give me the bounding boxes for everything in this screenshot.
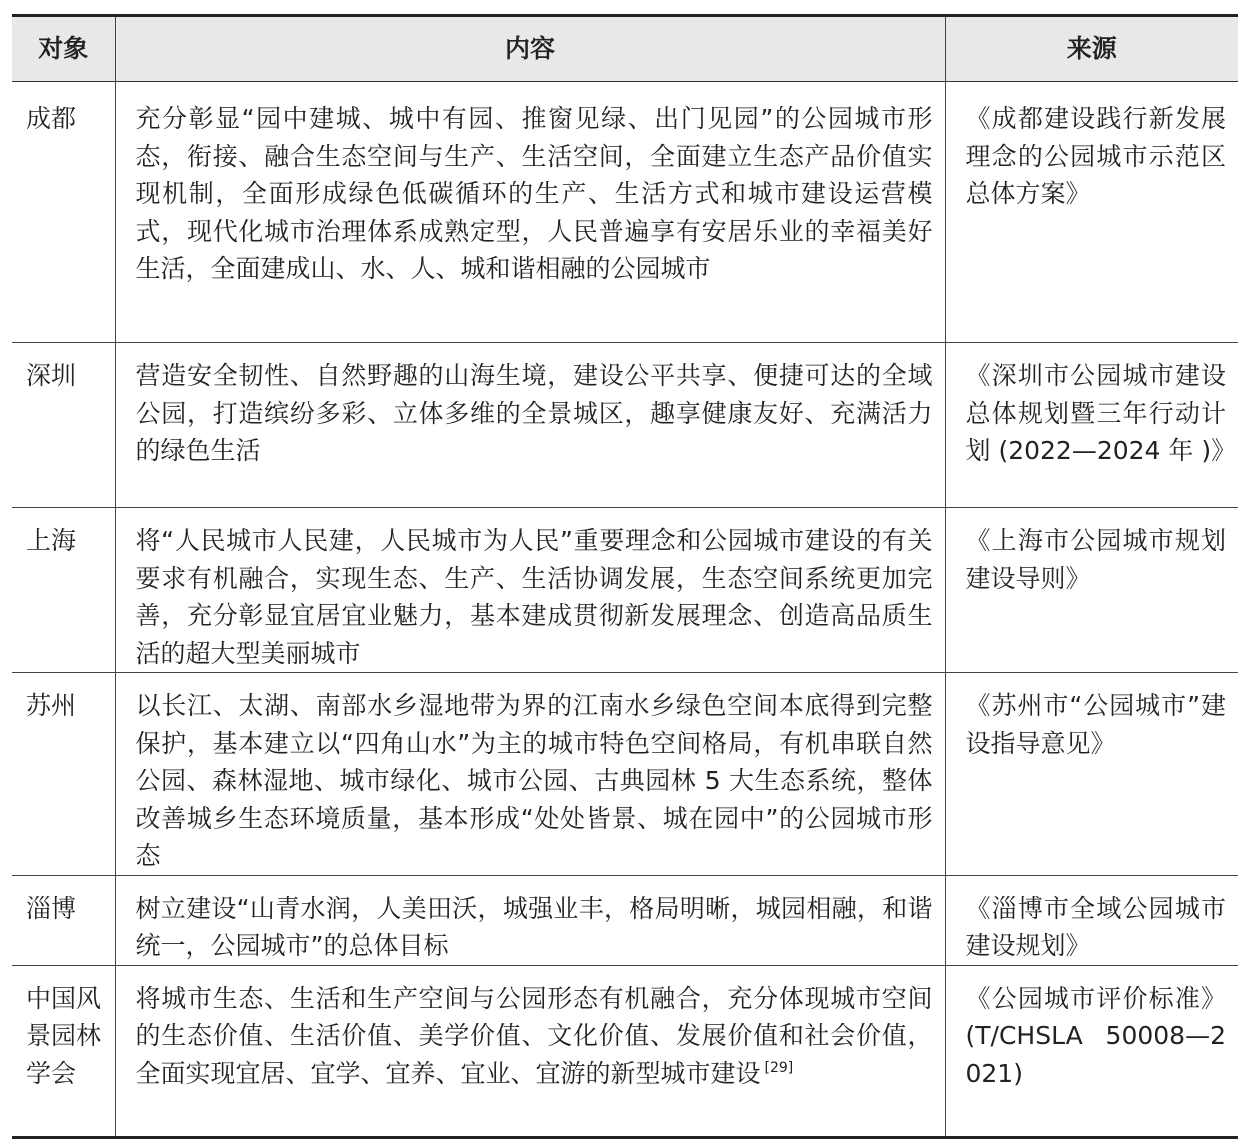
header-source: 来源: [945, 16, 1238, 82]
header-content: 内容: [115, 16, 945, 82]
source-cell: 《上海市公园城市规划建设导则》: [945, 508, 1238, 673]
content-cell: 以长江、太湖、南部水乡湿地带为界的江南水乡绿色空间本底得到完整保护，基本建立以“四角山水”为主的城市特色空间格局，有机串联自然公园、森林湿地、城市绿化、城市公园、古典园林 5 大生态系统，整体改善城乡生态环境质量，基本形成“处处皆景、城在园中”的公园城市形态: [115, 673, 945, 876]
content-cell: 树立建设“山青水润，人美田沃，城强业丰，格局明晰，城园相融，和谐统一，公园城市”的总体目标: [115, 875, 945, 965]
object-cell: 成都: [12, 82, 115, 343]
table-row: [12, 343, 1238, 508]
table-row: [12, 508, 1238, 673]
comparison-table: [12, 14, 1238, 1139]
content-cell: 充分彰显“园中建城、城中有园、推窗见绿、出门见园”的公园城市形态，衔接、融合生态空间与生产、生活空间，全面建立生态产品价值实现机制，全面形成绿色低碳循环的生产、生活方式和城市建设运营模式，现代化城市治理体系成熟定型，人民普遍享有安居乐业的幸福美好生活，全面建成山、水、人、城和谐相融的公园城市: [115, 82, 945, 343]
content-text: 将城市生态、生活和生产空间与公园形态有机融合，充分体现城市空间的生态价值、生活价值、美学价值、文化价值、发展价值和社会价值，全面实现宜居、宜学、宜养、宜业、宜游的新型城市建设: [135, 983, 933, 1088]
source-cell: 《苏州市“公园城市”建设指导意见》: [945, 673, 1238, 876]
content-cell: 将“人民城市人民建，人民城市为人民”重要理念和公园城市建设的有关要求有机融合，实现生态、生产、生活协调发展，生态空间系统更加完善，充分彰显宜居宜业魅力，基本建成贯彻新发展理念、创造高品质生活的超大型美丽城市: [115, 508, 945, 673]
header-row: [12, 16, 1238, 82]
table-row: [12, 673, 1238, 876]
table-row: [12, 965, 1238, 1137]
table-row: [12, 875, 1238, 965]
table-body: [12, 82, 1238, 1138]
source-cell: 《成都建设践行新发展理念的公园城市示范区总体方案》: [945, 82, 1238, 343]
citation-reference: [29]: [764, 1059, 794, 1076]
source-cell: 《淄博市全域公园城市建设规划》: [945, 875, 1238, 965]
content-cell: 营造安全韧性、自然野趣的山海生境，建设公平共享、便捷可达的全域公园，打造缤纷多彩、立体多维的全景城区，趣享健康友好、充满活力的绿色生活: [115, 343, 945, 508]
table-header: [12, 16, 1238, 82]
object-cell: 苏州: [12, 673, 115, 876]
object-cell: 深圳: [12, 343, 115, 508]
object-cell: 中国风景园林学会: [12, 965, 115, 1137]
object-cell: 上海: [12, 508, 115, 673]
object-cell: 淄博: [12, 875, 115, 965]
source-cell: 《公园城市评价标准》(T/CHSLA 50008—2021): [945, 965, 1238, 1137]
header-object: 对象: [12, 16, 115, 82]
source-cell: 《深圳市公园城市建设总体规划暨三年行动计划 (2022—2024 年 )》: [945, 343, 1238, 508]
table-row: [12, 82, 1238, 343]
content-cell: [115, 965, 945, 1137]
